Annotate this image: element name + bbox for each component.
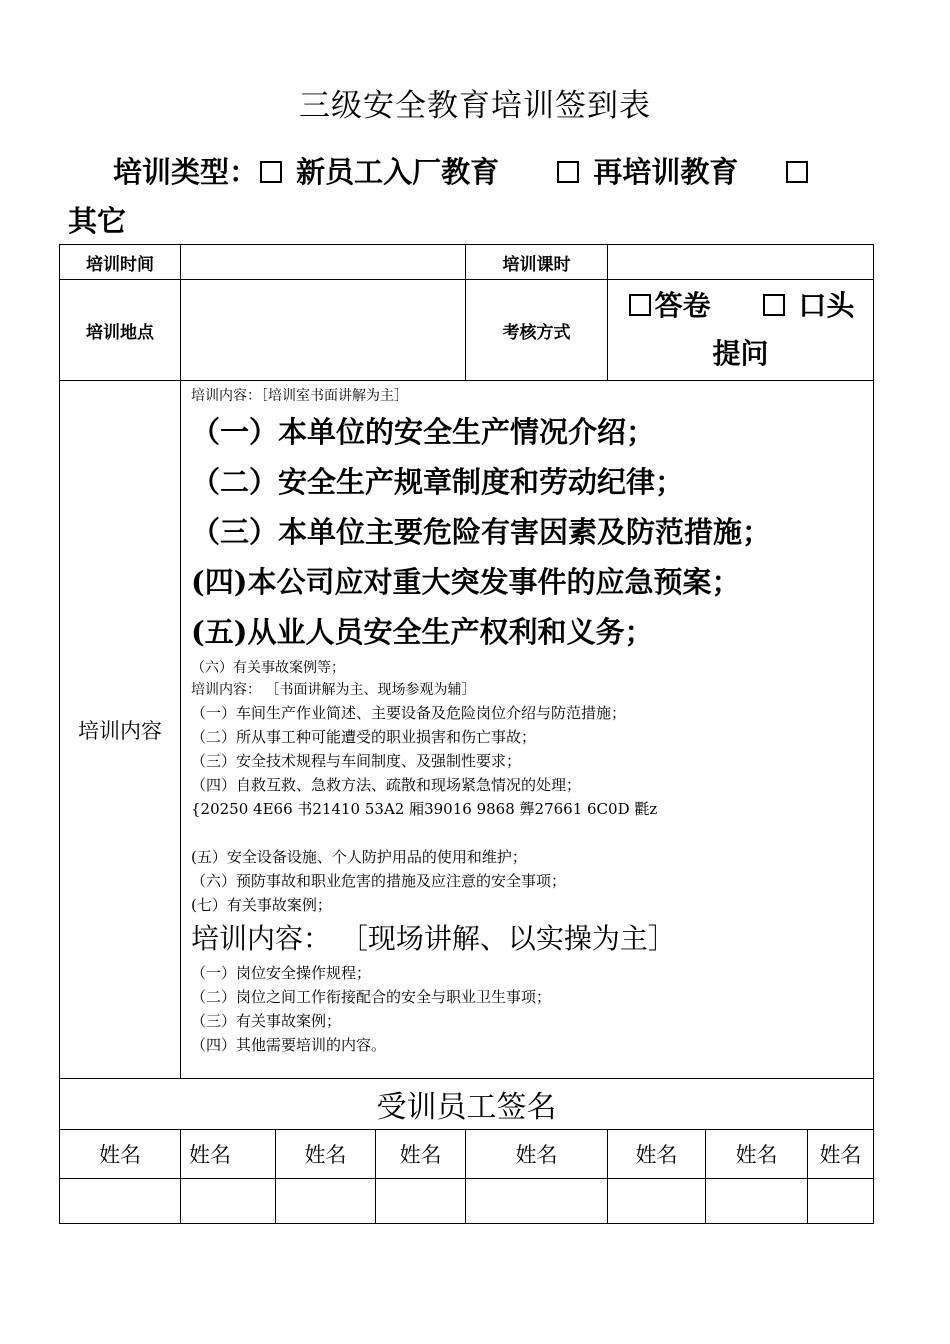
name-column-header: 姓名 xyxy=(808,1130,874,1179)
sec2-item: （六）预防事故和职业危害的措施及应注意的安全事项； xyxy=(191,872,567,890)
checkbox-oral[interactable] xyxy=(763,294,785,316)
sec2-item: （二）所从事工种可能遭受的职业损害和伤亡事故； xyxy=(191,728,537,746)
signature-field[interactable] xyxy=(808,1179,874,1224)
exam-option-oral: 口头 xyxy=(798,289,855,322)
sec1-header: 培训内容：［培训室书面讲解为主］ xyxy=(191,388,408,404)
training-type-line xyxy=(113,150,933,191)
exam-options xyxy=(608,280,874,381)
checkbox-retraining[interactable] xyxy=(557,161,579,183)
sec2-item: （三）安全技术规程与车间制度、及强制性要求； xyxy=(191,752,522,770)
sec3-item: （二）岗位之间工作衔接配合的安全与职业卫生事项； xyxy=(191,988,552,1006)
checkbox-written[interactable] xyxy=(629,294,651,316)
option-new-employee: 新员工入厂教育 xyxy=(296,155,500,189)
page-title: 三级安全教育培训签到表 xyxy=(299,88,651,124)
name-column-header: 姓名 xyxy=(181,1130,276,1179)
hours-label: 培训课时 xyxy=(466,245,608,280)
sec3-item: （一）岗位安全操作规程； xyxy=(191,964,372,982)
time-field[interactable] xyxy=(181,245,466,280)
sec1-item: （三）本单位主要危险有害因素及防范措施； xyxy=(191,515,772,549)
option-other: 其它 xyxy=(68,204,127,238)
name-column-header: 姓名 xyxy=(60,1130,181,1179)
sec2-item: (七）有关事故案例； xyxy=(191,896,332,914)
sec3-item: （三）有关事故案例； xyxy=(191,1012,342,1030)
name-column-header: 姓名 xyxy=(376,1130,466,1179)
name-column-header: 姓名 xyxy=(466,1130,608,1179)
name-column-header: 姓名 xyxy=(706,1130,808,1179)
sec3-header: 培训内容： ［现场讲解、以实操为主］ xyxy=(191,922,676,955)
sec2-item: （四）自救互救、急救方法、疏散和现场紧急情况的处理； xyxy=(191,776,582,794)
time-label: 培训时间 xyxy=(60,245,181,280)
signature-field[interactable] xyxy=(466,1179,608,1224)
training-type-label: 培训类型： xyxy=(113,155,259,189)
sec1-last-item: （六）有关事故案例等； xyxy=(191,660,345,676)
signature-field[interactable] xyxy=(376,1179,466,1224)
signature-field[interactable] xyxy=(608,1179,706,1224)
exam-label: 考核方式 xyxy=(466,280,608,381)
checkbox-new-employee[interactable] xyxy=(260,161,282,183)
checkbox-other[interactable] xyxy=(786,161,808,183)
hours-field[interactable] xyxy=(608,245,874,280)
signature-title: 受训员工签名 xyxy=(60,1079,874,1130)
signature-field[interactable] xyxy=(181,1179,276,1224)
sec1-item: (四)本公司应对重大突发事件的应急预案； xyxy=(191,565,741,599)
sec2-item: {20250 4E66 书21410 53A2 厢39016 9868 龏27661 6C0D 氍z xyxy=(191,800,658,818)
exam-option-question: 提问 xyxy=(712,337,769,370)
name-column-header: 姓名 xyxy=(276,1130,376,1179)
option-retraining: 再培训教育 xyxy=(593,155,739,189)
place-field[interactable] xyxy=(181,280,466,381)
exam-option-written: 答卷 xyxy=(654,289,711,322)
sec3-item: （四）其他需要培训的内容。 xyxy=(191,1036,387,1054)
signature-field[interactable] xyxy=(60,1179,181,1224)
name-column-header: 姓名 xyxy=(608,1130,706,1179)
training-form-table xyxy=(59,244,874,1224)
sec2-item: (五）安全设备设施、个人防护用品的使用和维护； xyxy=(191,848,527,866)
sec2-header: 培训内容： ［书面讲解为主、现场参观为辅］ xyxy=(191,682,476,698)
sec2-item: （一）车间生产作业简述、主要设备及危险岗位介绍与防范措施； xyxy=(191,704,627,722)
content-cell xyxy=(181,381,874,1079)
sec1-item: (五)从业人员安全生产权利和义务； xyxy=(191,615,654,649)
place-label: 培训地点 xyxy=(60,280,181,381)
sec1-item: （二）安全生产规章制度和劳动纪律； xyxy=(191,465,685,499)
content-label: 培训内容 xyxy=(60,381,181,1079)
signature-field[interactable] xyxy=(276,1179,376,1224)
signature-field[interactable] xyxy=(706,1179,808,1224)
sec1-item: （一）本单位的安全生产情况介绍； xyxy=(191,415,656,449)
